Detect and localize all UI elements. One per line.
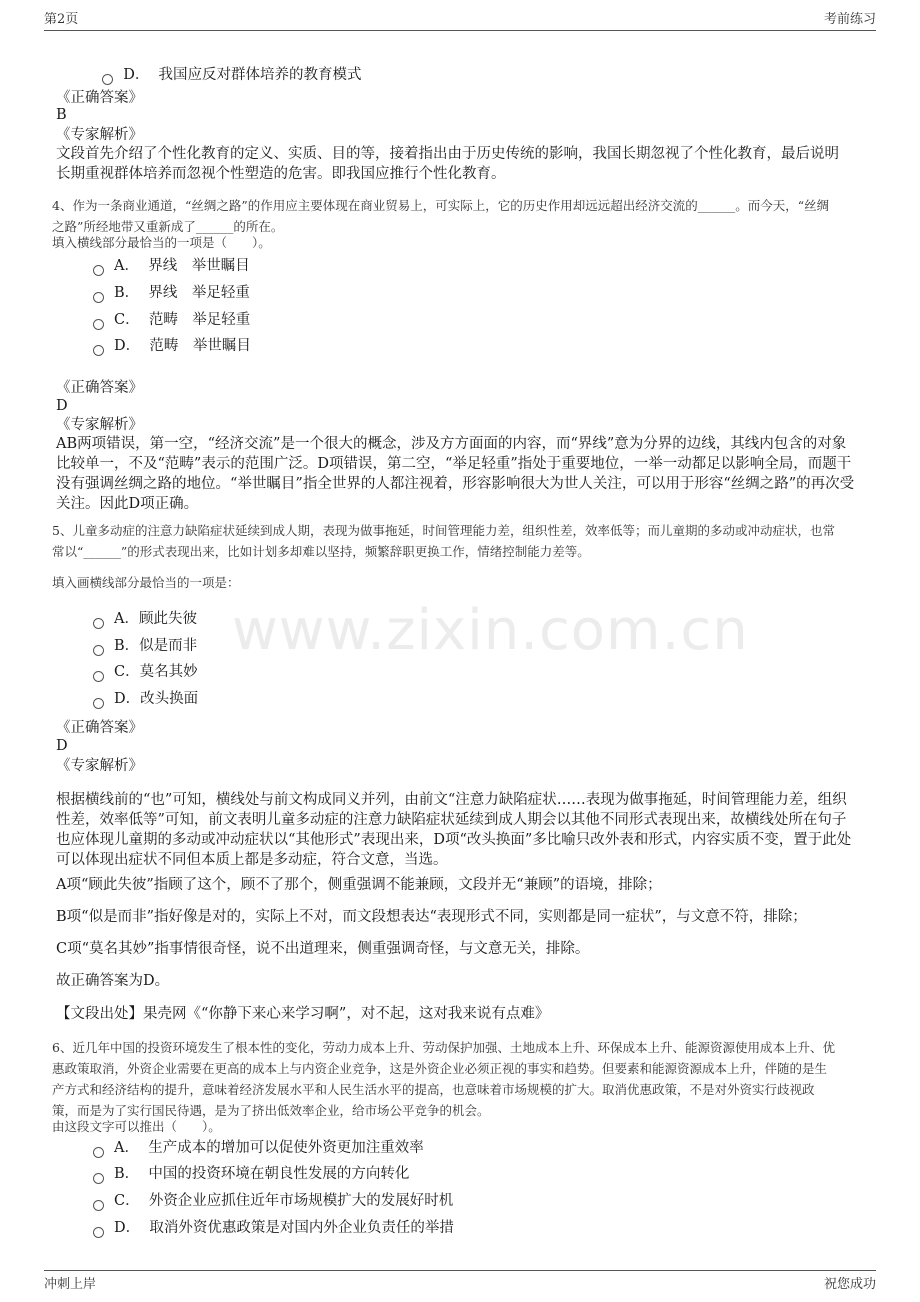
- q5-note-b: B项“似是而非”指好像是对的，实际上不对，而文段想表达“表现形式不同，实则都是同一症状”，与文意不符，排除；: [56, 909, 807, 925]
- q4-option-c[interactable]: C． 范畴 举足轻重: [93, 310, 250, 330]
- radio-icon[interactable]: [93, 345, 104, 356]
- page-header: [44, 8, 876, 31]
- q4-option-b[interactable]: B． 界线 举足轻重: [93, 283, 250, 303]
- q5-prompt: 填入画横线部分最恰当的一项是：: [52, 575, 240, 590]
- q5-note-a: A项“顾此失彼”指顾了这个，顾不了那个，侧重强调不能兼顾，文段并无“兼顾”的语境，排除；: [56, 877, 662, 893]
- q5-option-b[interactable]: B．似是而非: [93, 636, 197, 656]
- q5-analysis: 根据横线前的“也”可知，横线处与前文构成同义并列，由前文“注意力缺陷症状……表现为做事拖延，时间管理能力差，组织 性差，效率低等”可知，前文表明儿童多动症的注意力缺陷症状延续到成人期会以其他不同形式表现出来，故横线处所在句子 也应体现儿童期的多动或冲动症状以“其他形式”表现出来，D项“改头换面”多比喻只改外表和形式，内容实质不变，置于此处 可以体现出症状不同但本质上都是多动症，符合文意，当选。: [56, 792, 852, 868]
- q3-option-d[interactable]: D． 我国应反对群体培养的教育模式: [93, 45, 362, 65]
- q4-stem: 4、作为一条商业通道，“丝绸之路”的作用应主要体现在商业贸易上，可实际上，它的历史作用却远远超出经济交流的______。而今天，“丝绸 之路”所经地带又重新成了______的所在。: [52, 198, 830, 234]
- q6-option-c[interactable]: C． 外资企业应抓住近年市场规模扩大的发展好时机: [93, 1191, 453, 1211]
- q3-answer-heading: 《正确答案》: [56, 90, 143, 106]
- q5-analysis-heading: 《专家解析》: [56, 758, 143, 774]
- q4-analysis: AB两项错误，第一空，“经济交流”是一个很大的概念，涉及方方面面的内容，而“界线”意为分界的边线，其线内包含的对象 比较单一，不及“范畴”表示的范围广泛。D项错误，第二空，“举足轻重”指处于重要地位，一举一动都足以影响全局，而题干 没有强调丝绸之路的地位。“举世瞩目”指全世界的人都注视着，形容影响很大为世人关注，可以用于形容“丝绸之路”的再次受 关注。因此D项正确。: [56, 436, 855, 512]
- radio-icon[interactable]: [93, 671, 104, 682]
- q6-prompt: 由这段文字可以推出（ ）。: [52, 1119, 221, 1134]
- radio-icon[interactable]: [102, 74, 113, 85]
- radio-icon[interactable]: [93, 1173, 104, 1184]
- q5-source: 【文段出处】果壳网《“你静下来心来学习啊”，对不起，这对我来说有点难》: [56, 1006, 550, 1022]
- radio-icon[interactable]: [93, 265, 104, 276]
- q6-option-a[interactable]: A． 生产成本的增加可以促使外资更加注重效率: [93, 1138, 424, 1158]
- page-footer: [44, 1270, 876, 1295]
- radio-icon[interactable]: [93, 698, 104, 709]
- q4-prompt: 填入横线部分最恰当的一项是（ ）。: [52, 235, 271, 250]
- radio-icon[interactable]: [93, 618, 104, 629]
- q5-answer: D: [56, 738, 68, 754]
- q4-option-a[interactable]: A． 界线 举世瞩目: [93, 256, 250, 276]
- radio-icon[interactable]: [93, 1200, 104, 1211]
- q6-option-b[interactable]: B． 中国的投资环境在朝良性发展的方向转化: [93, 1164, 409, 1184]
- radio-icon[interactable]: [93, 1147, 104, 1158]
- q4-analysis-heading: 《专家解析》: [56, 417, 143, 433]
- q5-note-c: C项“莫名其妙”指事情很奇怪，说不出道理来，侧重强调奇怪，与文意无关，排除。: [56, 941, 590, 957]
- q3-analysis-heading: 《专家解析》: [56, 127, 143, 143]
- header-title: 考前练习: [823, 12, 876, 27]
- q4-answer-heading: 《正确答案》: [56, 380, 143, 396]
- q5-conclusion: 故正确答案为D。: [56, 973, 170, 989]
- q4-answer: D: [56, 398, 68, 414]
- footer-left: 冲刺上岸: [44, 1277, 97, 1292]
- radio-icon[interactable]: [93, 1227, 104, 1238]
- q4-option-d[interactable]: D． 范畴 举世瞩目: [93, 336, 251, 356]
- radio-icon[interactable]: [93, 645, 104, 656]
- page-number: 第2页: [44, 12, 79, 27]
- q6-stem: 6、近几年中国的投资环境发生了根本性的变化，劳动力成本上升、劳动保护加强、土地成本上升、环保成本上升、能源资源使用成本上升、优 惠政策取消，外资企业需要在更高的成本上与内资企业竞争，这是外资企业必须正视的事实和趋势。但要素和能源资源成本上升，伴随的是生 产方式和经济结构的提升，意味着经济发展水平和人民生活水平的提高，也意味着市场规模的扩大。取消优惠政策，不是对外资实行歧视政 策，而是为了实行国民待遇，是为了挤出低效率企业，给市场公平竞争的机会。: [52, 1040, 835, 1118]
- q5-stem: 5、儿童多动症的注意力缺陷症状延续到成人期，表现为做事拖延，时间管理能力差，组织性差，效率低等；而儿童期的多动或冲动症状，也常 常以“______”的形式表现出来，比如计划多却难以坚持，频繁辞职更换工作，情绪控制能力差等。: [52, 523, 835, 559]
- q5-option-d[interactable]: D．改头换面: [93, 689, 198, 709]
- radio-icon[interactable]: [93, 319, 104, 330]
- q3-answer: B: [56, 107, 67, 123]
- q5-option-c[interactable]: C．莫名其妙: [93, 662, 198, 682]
- footer-right: 祝您成功: [823, 1277, 876, 1292]
- q5-option-a[interactable]: A．顾此失彼: [93, 609, 197, 629]
- q6-option-d[interactable]: D． 取消外资优惠政策是对国内外企业负责任的举措: [93, 1218, 454, 1238]
- q3-analysis: 文段首先介绍了个性化教育的定义、实质、目的等，接着指出由于历史传统的影响，我国长期忽视了个性化教育，最后说明 长期重视群体培养而忽视个性塑造的危害。即我国应推行个性化教育。: [56, 146, 839, 182]
- radio-icon[interactable]: [93, 292, 104, 303]
- watermark: www.zixin.com.cn: [232, 598, 749, 663]
- q5-answer-heading: 《正确答案》: [56, 720, 143, 736]
